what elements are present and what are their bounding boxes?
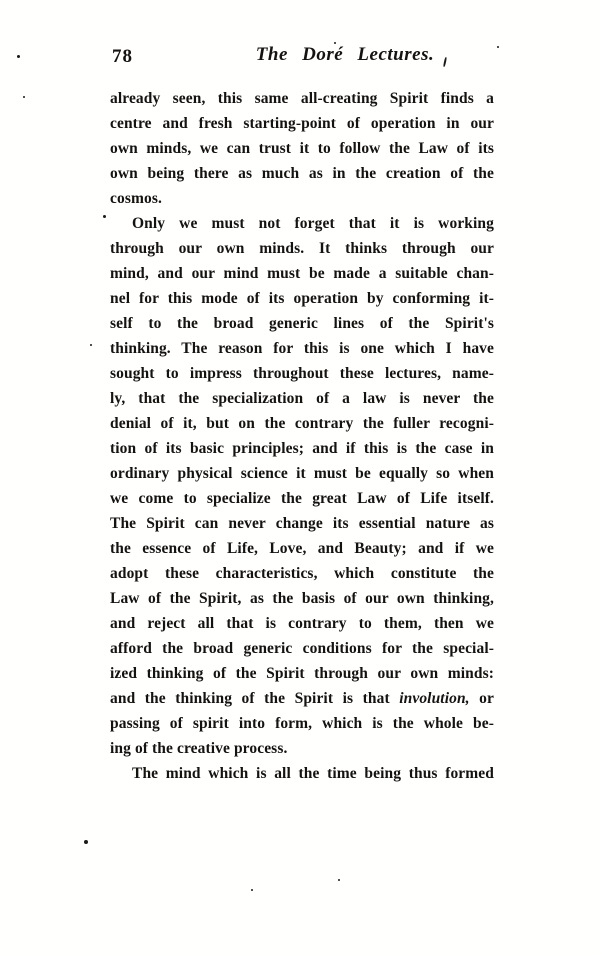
scan-speck	[251, 889, 253, 891]
page-number: 78	[112, 46, 133, 67]
scan-speck	[23, 96, 25, 98]
scan-speck	[84, 840, 88, 844]
text-segment: and the thinking of the Spirit is that	[110, 690, 400, 707]
text-line: ing of the creative process.	[110, 740, 288, 757]
scan-speck	[17, 55, 20, 58]
scan-speck	[497, 46, 499, 48]
text-line: Only we must not forget that it is working	[132, 215, 494, 232]
paragraph-3	[110, 761, 494, 786]
text-line: tion of its basic principles; and if this is the case in	[110, 440, 494, 457]
text-line: and reject all that is contrary to them, then we	[110, 615, 494, 632]
text-line: thinking. The reason for this is one which I have	[110, 340, 494, 357]
text-line: ly, that the specialization of a law is never the	[110, 390, 494, 407]
text-line: own being there as much as in the creation of the	[110, 165, 494, 182]
paragraph-2	[110, 211, 494, 761]
text-line: passing of spirit into form, which is the whole be-	[110, 715, 494, 732]
text-line: afford the broad generic conditions for the special-	[110, 640, 494, 657]
page-body	[110, 86, 494, 786]
text-line: Law of the Spirit, as the basis of our own thinking,	[110, 590, 494, 607]
text-line: The Spirit can never change its essential nature as	[110, 515, 494, 532]
scan-speck	[334, 42, 336, 44]
text-line: ized thinking of the Spirit through our own minds:	[110, 665, 494, 682]
text-line: denial of it, but on the contrary the fuller recogni-	[110, 415, 494, 432]
text-line: sought to impress throughout these lectures, name-	[110, 365, 494, 382]
scan-speck	[103, 215, 106, 218]
running-header-title: The Doré Lectures.	[255, 44, 435, 65]
paragraph-1	[110, 86, 494, 211]
text-line: we come to specialize the great Law of Life itself.	[110, 490, 494, 507]
text-line: centre and fresh starting-point of operation in our	[110, 115, 494, 132]
text-line: own minds, we can trust it to follow the Law of its	[110, 140, 494, 157]
text-line: adopt these characteristics, which constitute the	[110, 565, 494, 582]
text-line: mind, and our mind must be made a suitable chan-	[110, 265, 494, 282]
text-line: cosmos.	[110, 190, 162, 207]
text-line: already seen, this same all-creating Spirit finds a	[110, 90, 494, 107]
text-line: ordinary physical science it must be equally so when	[110, 465, 494, 482]
text-line: the essence of Life, Love, and Beauty; and if we	[110, 540, 494, 557]
text-line: The mind which is all the time being thus formed	[132, 765, 494, 782]
text-line-with-italic	[110, 686, 494, 711]
scan-speck	[90, 344, 92, 346]
text-line: nel for this mode of its operation by conforming it-	[110, 290, 494, 307]
scan-speck	[338, 879, 340, 881]
italic-word-involution: involution,	[399, 690, 470, 707]
text-line: through our own minds. It thinks through our	[110, 240, 494, 257]
text-segment: or	[469, 690, 494, 707]
text-line: self to the broad generic lines of the Spirit's	[110, 315, 494, 332]
